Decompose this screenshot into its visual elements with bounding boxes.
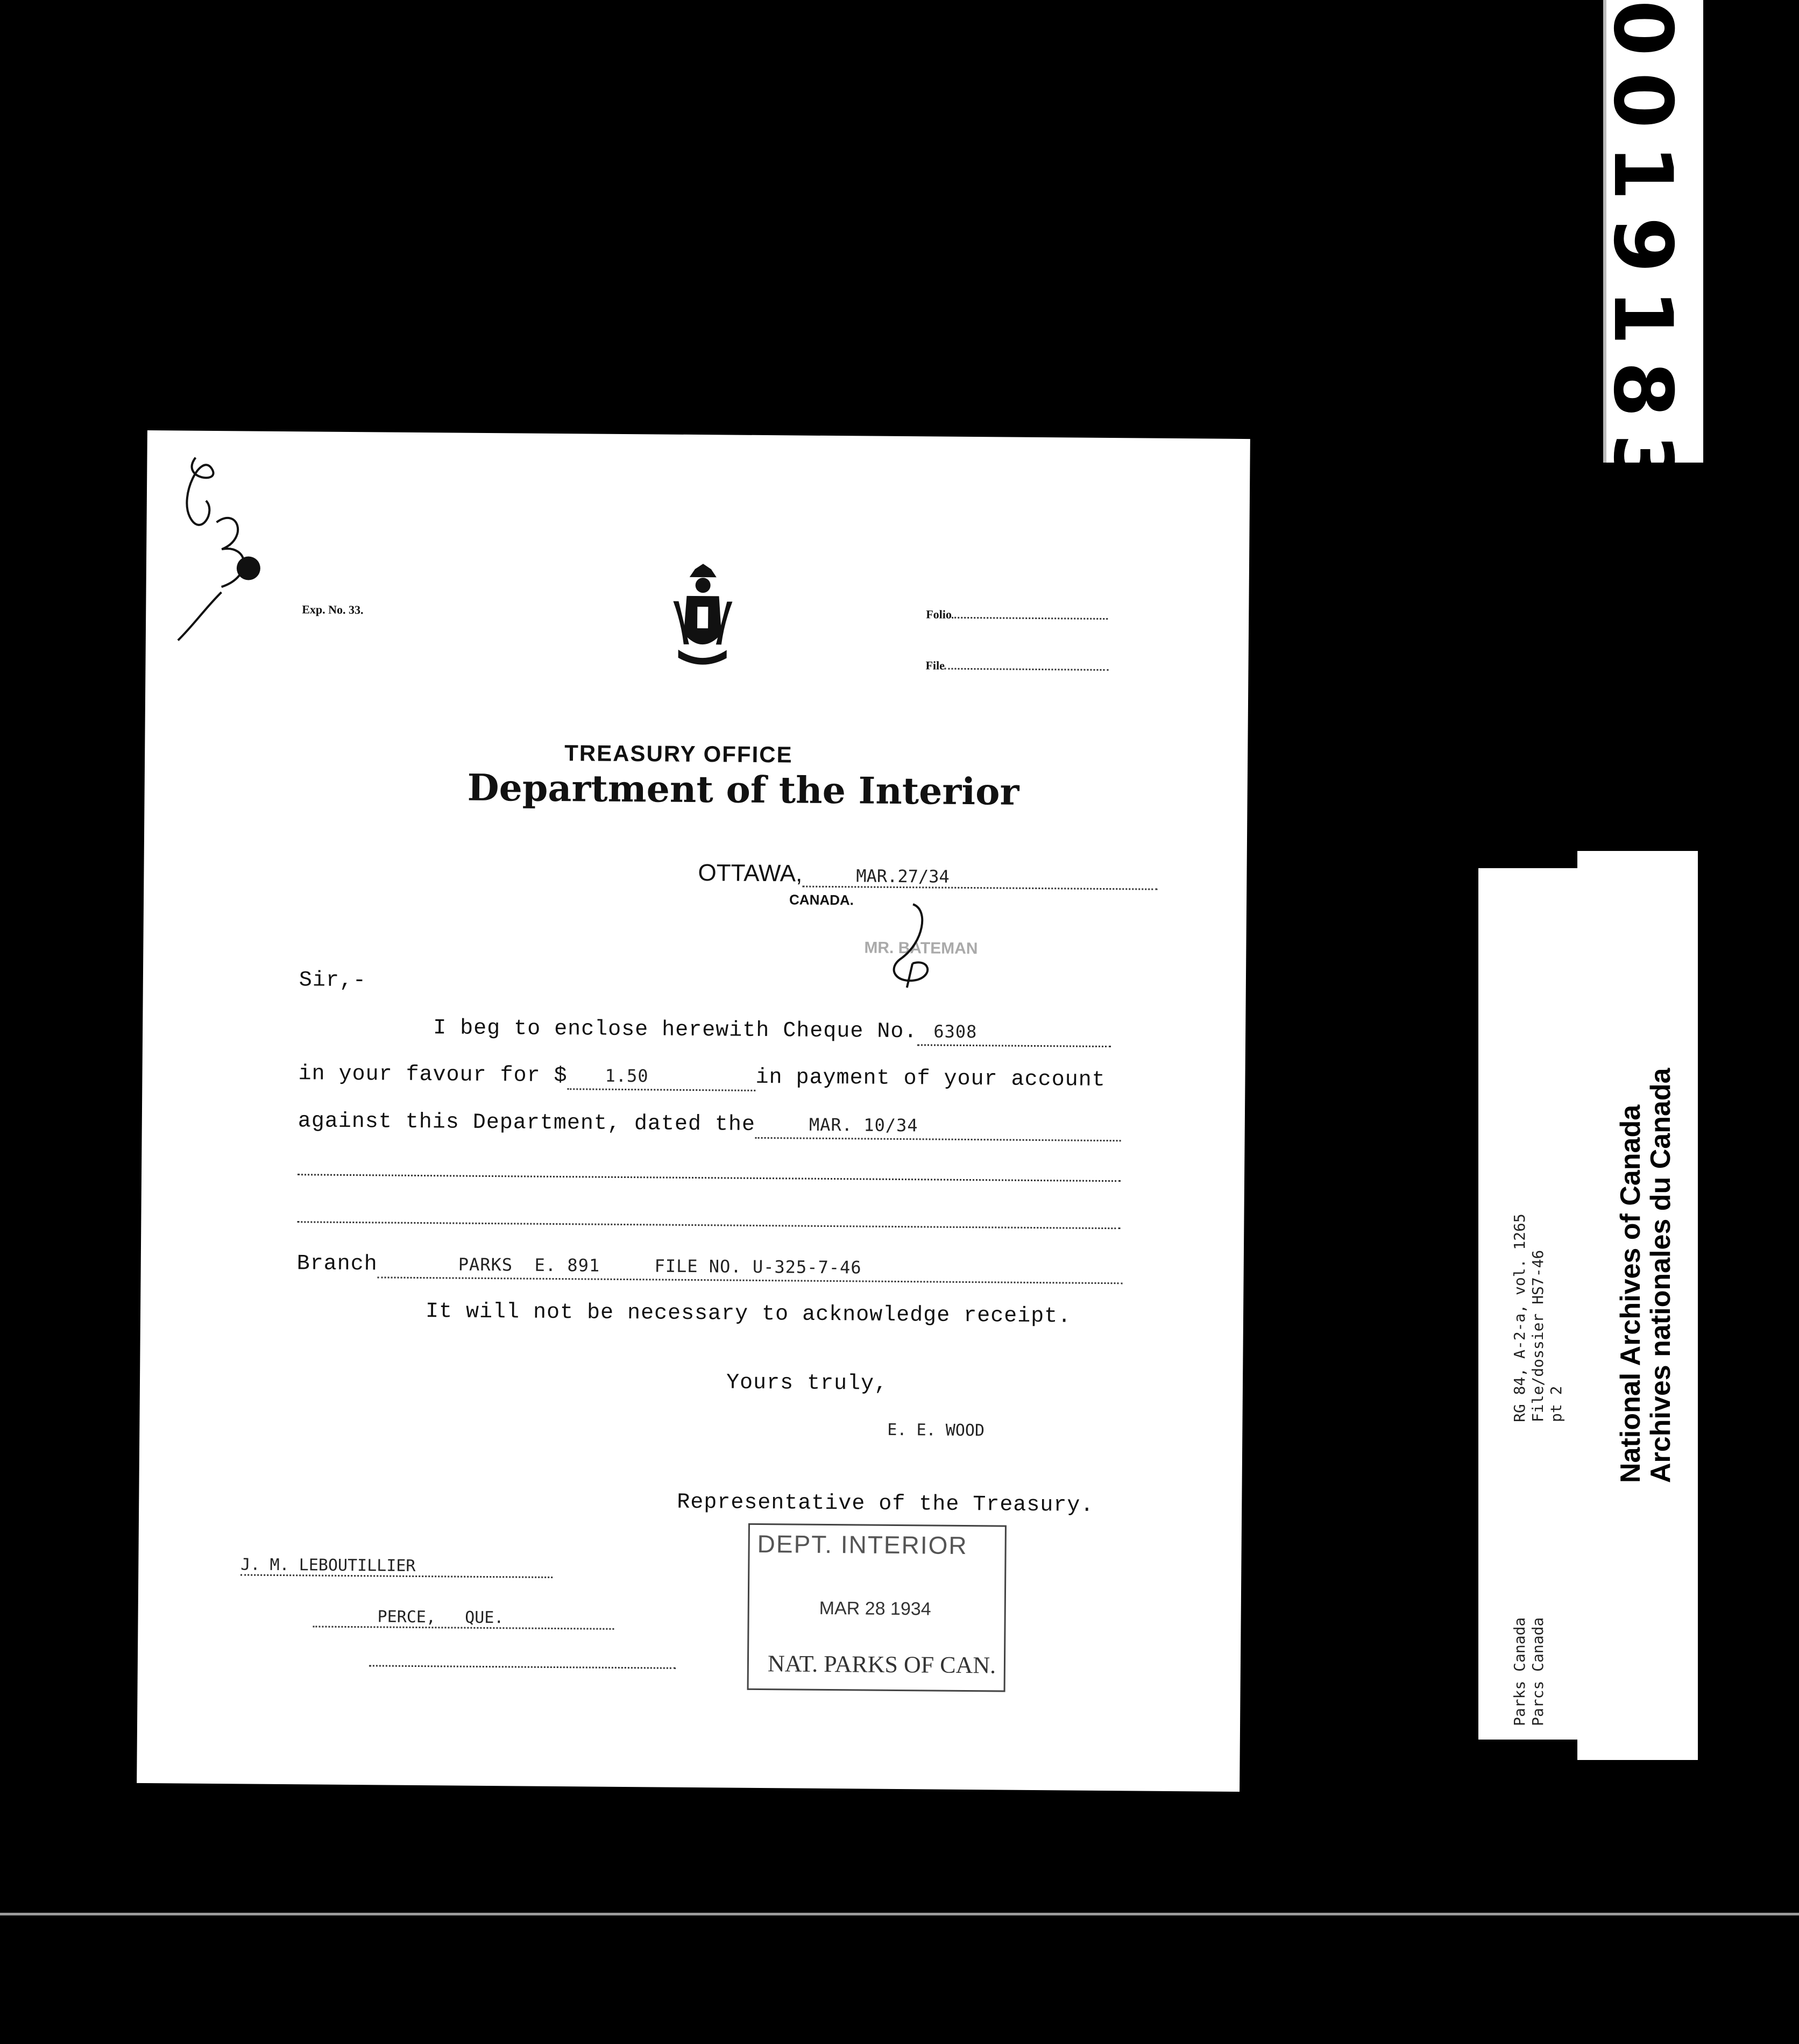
cheque-line (433, 1016, 1111, 1047)
blank-line-1 (298, 1167, 1121, 1184)
folio-line (952, 606, 1108, 620)
stamp-parks: NAT. PARKS OF CAN. (767, 1650, 996, 1679)
folio-field (926, 606, 1108, 623)
branch-label: Branch (296, 1252, 378, 1277)
letter-date: MAR.27/34 (856, 865, 950, 887)
file-field (925, 657, 1109, 674)
addressee-name-line (240, 1555, 553, 1578)
salutation: Sir,- (299, 968, 367, 993)
frame-number: 0019183 (1596, 0, 1689, 506)
treasury-letter (137, 430, 1250, 1792)
routing-stamp: MR. BATEMAN (864, 939, 978, 958)
closing: Yours truly, (726, 1371, 888, 1396)
reference-line-2: File/dossier HS7-46 (1529, 1250, 1547, 1422)
archives-line-en: National Archives of Canada (1615, 1104, 1646, 1483)
reference-line-3: pt 2 (1547, 1386, 1565, 1422)
stamp-department: DEPT. INTERIOR (757, 1529, 968, 1560)
file-label: File (925, 658, 945, 672)
folio-label: Folio (926, 607, 952, 621)
stamp-date: MAR 28 1934 (819, 1598, 931, 1620)
signer-title: Representative of the Treasury. (677, 1490, 1094, 1518)
cheque-number: 6308 (933, 1021, 978, 1042)
owner-line-2: Parcs Canada (1529, 1617, 1547, 1726)
addressee-blank-line (369, 1658, 676, 1671)
signer: E. E. WOOD (887, 1420, 985, 1440)
received-stamp (747, 1523, 1007, 1692)
department-heading: Department of the Interior (467, 766, 1019, 814)
amount-prefix: in your favour for $ (298, 1062, 568, 1089)
form-number: Exp. No. 33. (302, 602, 364, 617)
branch-line (297, 1252, 1123, 1284)
country: CANADA. (789, 891, 854, 909)
branch-blank (378, 1252, 1123, 1284)
handwritten-initial-icon (875, 899, 940, 991)
place: OTTAWA, (698, 860, 803, 887)
owner-line-1: Parks Canada (1511, 1617, 1528, 1726)
cheque-number-line (917, 1020, 1111, 1047)
amount-suffix: in payment of your account (755, 1065, 1106, 1093)
coat-of-arms-icon (667, 564, 738, 672)
archive-reference-label (1478, 868, 1586, 1740)
blank-line-2 (297, 1215, 1120, 1231)
treasury-heading: TREASURY OFFICE (564, 740, 793, 768)
branch-value: PARKS E. 891 FILE NO. U-325-7-46 (458, 1254, 862, 1278)
dated-line (298, 1109, 1121, 1141)
addressee-place: PERCE, QUE. (313, 1607, 614, 1629)
national-archives-label (1577, 851, 1698, 1760)
amount-line (298, 1062, 1106, 1094)
amount: 1.50 (605, 1065, 649, 1087)
cheque-text: I beg to enclose herewith Cheque No. (433, 1016, 918, 1045)
amount-blank (567, 1064, 755, 1091)
file-line (945, 657, 1109, 671)
dated-text: against this Department, dated the (298, 1109, 756, 1137)
scan-edge-line (0, 1913, 1799, 1915)
archives-line-fr: Archives nationales du Canada (1645, 1068, 1676, 1483)
place-date-line (698, 860, 1157, 890)
date-line (802, 865, 1157, 890)
reference-line-1: RG 84, A-2-a, vol. 1265 (1511, 1213, 1528, 1422)
addressee-place-line (313, 1607, 614, 1629)
receipt-note: It will not be necessary to acknowledge receipt. (425, 1300, 1072, 1329)
account-date: MAR. 10/34 (809, 1114, 918, 1136)
handwritten-initials-icon (157, 446, 298, 647)
addressee-name: J. M. LEBOUTILLIER (240, 1555, 553, 1578)
account-date-line (755, 1113, 1121, 1141)
